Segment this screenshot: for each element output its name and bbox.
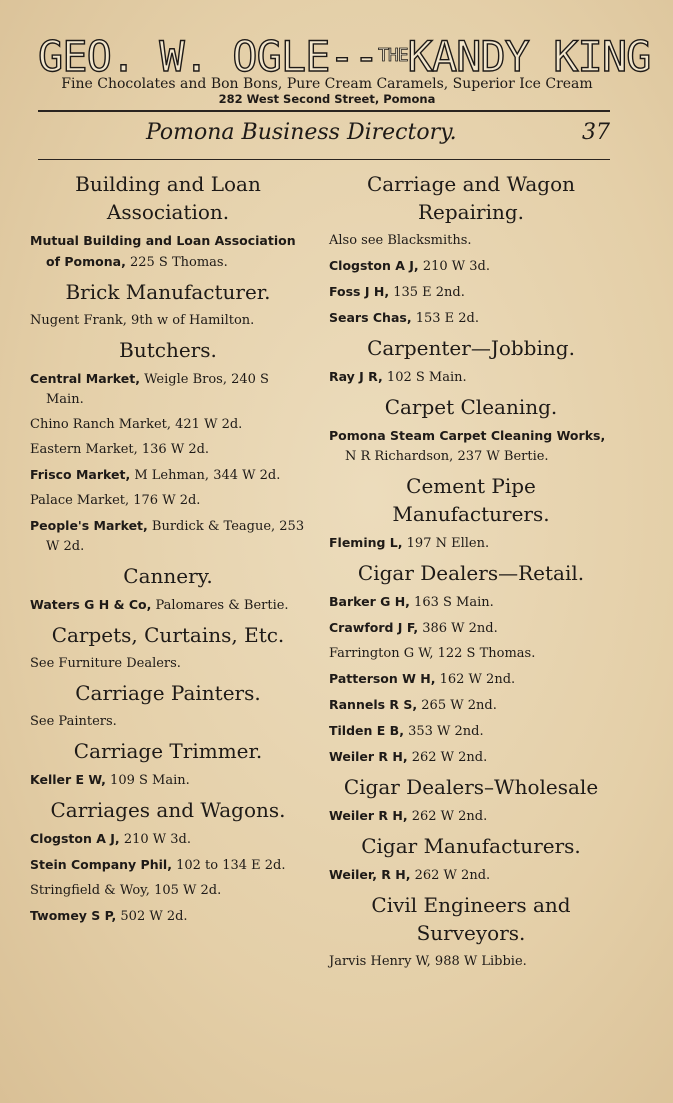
entry-name: Frisco Market, (30, 467, 131, 482)
entry-name: Fleming L, (329, 535, 403, 550)
entry-text: 197 N Ellen. (402, 536, 490, 551)
directory-entry (30, 369, 306, 410)
directory-entry (329, 308, 613, 329)
entry-name: Waters G H & Co, (30, 597, 152, 612)
entry-name: Weiler R H, (329, 749, 408, 764)
directory-entry (329, 592, 613, 613)
entry-name: Stein Company Phil, (30, 857, 172, 872)
entry-text: Palace Market, 176 W 2d. (30, 493, 201, 508)
entry-name: Pomona Steam Carpet Cleaning Works, (329, 428, 606, 443)
directory-entry (329, 367, 613, 388)
advertisement-banner (38, 32, 651, 106)
directory-entry (329, 426, 613, 467)
entry-name: Clogston A J, (329, 258, 419, 273)
entry-name: Central Market, (30, 371, 140, 386)
entry-text: 162 W 2nd. (435, 672, 516, 687)
entry-text: 502 W 2d. (116, 909, 188, 924)
section-heading: Carriage and Wagon Repairing. (366, 172, 576, 224)
entry-text: 102 S Main. (382, 370, 467, 385)
directory-entry (30, 595, 306, 616)
entry-text: 210 W 3d. (418, 259, 490, 274)
ad-title-pre: GEO. W. OGLE-- (38, 32, 379, 81)
page-number: 37 (582, 120, 610, 145)
directory-entry (329, 695, 613, 716)
directory-entry (30, 855, 306, 876)
ad-tagline: Fine Chocolates and Bon Bons, Pure Cream Caramels, Superior Ice Cream (61, 76, 593, 92)
directory-entry (329, 231, 613, 251)
entry-name: People's Market, (30, 518, 148, 533)
directory-entry (329, 618, 613, 639)
entry-name: Foss J H, (329, 284, 390, 299)
directory-entry (30, 415, 306, 435)
section-heading: Brick Manufacturer. (65, 280, 271, 304)
section-heading: Cannery. (123, 564, 213, 588)
directory-entry (329, 747, 613, 768)
entry-text: See Painters. (30, 714, 117, 729)
entry-text: Palomares & Bertie. (151, 598, 289, 613)
entry-text: 262 W 2nd. (407, 750, 488, 765)
directory-entry (30, 440, 306, 460)
directory-entry (329, 644, 613, 664)
directory-entry (30, 906, 306, 927)
entry-name: Tilden E B, (329, 723, 404, 738)
entry-name: Patterson W H, (329, 671, 436, 686)
entry-text: 262 W 2nd. (410, 868, 491, 883)
directory-entry (329, 256, 613, 277)
entry-text: Weigle Bros, 240 S Main. (46, 372, 269, 407)
entry-text: Nugent Frank, 9th w of Hamilton. (30, 313, 255, 328)
entry-text: See Furniture Dealers. (30, 656, 181, 671)
directory-entry (30, 311, 306, 331)
directory-entry (329, 721, 613, 742)
left-column (30, 170, 306, 932)
section-heading: Carpets, Curtains, Etc. (51, 623, 285, 647)
header-rule (38, 159, 610, 160)
top-rule (38, 110, 610, 112)
ad-address: 282 West Second Street, Pomona (218, 92, 436, 106)
entry-text: Jarvis Henry W, 988 W Libbie. (329, 954, 527, 969)
entry-text: Stringfield & Woy, 105 W 2d. (30, 883, 222, 898)
directory-entry (329, 865, 613, 886)
entry-name: Keller E W, (30, 772, 106, 787)
entry-name: Weiler R H, (329, 808, 408, 823)
entry-name: Ray J R, (329, 369, 383, 384)
section-heading: Carpenter—Jobbing. (367, 336, 575, 360)
section-heading: Cigar Dealers–Wholesale (343, 775, 599, 799)
entry-text: 135 E 2nd. (389, 285, 465, 300)
directory-entry (30, 770, 306, 791)
section-heading: Cement Pipe Manufacturers. (392, 474, 550, 526)
entry-name: Mutual Building and Loan Association of Pomona, (30, 233, 296, 269)
entry-text: Eastern Market, 136 W 2d. (30, 442, 210, 457)
entry-text: 262 W 2nd. (407, 809, 488, 824)
ad-title (38, 32, 651, 81)
directory-entry (30, 829, 306, 850)
section-heading: Building and Loan Association. (75, 172, 261, 224)
ad-title-the: THE (378, 45, 408, 66)
entry-text: 265 W 2nd. (417, 698, 497, 713)
entry-text: 210 W 3d. (119, 832, 191, 847)
entry-name: Twomey S P, (30, 908, 117, 923)
entry-text: Burdick & Teague, 253 W 2d. (46, 519, 305, 554)
entry-text: 353 W 2nd. (403, 724, 484, 739)
section-heading: Carriage Painters. (75, 681, 261, 705)
entry-text: 153 E 2d. (411, 311, 480, 326)
directory-entry (329, 806, 613, 827)
entry-name: Clogston A J, (30, 831, 120, 846)
directory-entry (30, 712, 306, 732)
entry-text: 102 to 134 E 2d. (171, 858, 286, 873)
section-heading: Carriage Trimmer. (73, 739, 263, 763)
right-column (329, 170, 613, 977)
entry-text: 109 S Main. (105, 773, 190, 788)
directory-entry (30, 654, 306, 674)
section-heading: Cigar Manufacturers. (361, 834, 581, 858)
directory-entry (30, 516, 306, 557)
directory-entry (329, 669, 613, 690)
directory-entry (329, 533, 613, 554)
entry-text: 225 S Thomas. (125, 255, 228, 270)
ad-title-post: KANDY KING (407, 32, 651, 81)
section-heading: Civil Engineers and Surveyors. (371, 893, 571, 945)
section-heading: Carriages and Wagons. (50, 798, 286, 822)
entry-text: Farrington G W, 122 S Thomas. (329, 646, 536, 661)
section-heading: Carpet Cleaning. (384, 395, 558, 419)
entry-name: Crawford J F, (329, 620, 419, 635)
entry-text: 386 W 2nd. (418, 621, 498, 636)
directory-entry (329, 952, 613, 972)
entry-name: Rannels R S, (329, 697, 418, 712)
section-heading: Cigar Dealers—Retail. (357, 561, 585, 585)
directory-entry (30, 231, 306, 273)
entry-text: Chino Ranch Market, 421 W 2d. (30, 417, 243, 432)
entry-text: Also see Blacksmiths. (329, 233, 472, 248)
directory-entry (329, 282, 613, 303)
directory-entry (30, 881, 306, 901)
entry-text: M Lehman, 344 W 2d. (130, 468, 281, 483)
entry-name: Weiler, R H, (329, 867, 411, 882)
page-title: Pomona Business Directory. (146, 120, 457, 145)
section-heading: Butchers. (119, 338, 217, 362)
entry-name: Sears Chas, (329, 310, 412, 325)
entry-name: Barker G H, (329, 594, 410, 609)
entry-text: N R Richardson, 237 W Bertie. (345, 449, 549, 464)
directory-entry (30, 491, 306, 511)
page-header (38, 120, 610, 150)
entry-text: 163 S Main. (409, 595, 494, 610)
directory-entry (30, 465, 306, 486)
